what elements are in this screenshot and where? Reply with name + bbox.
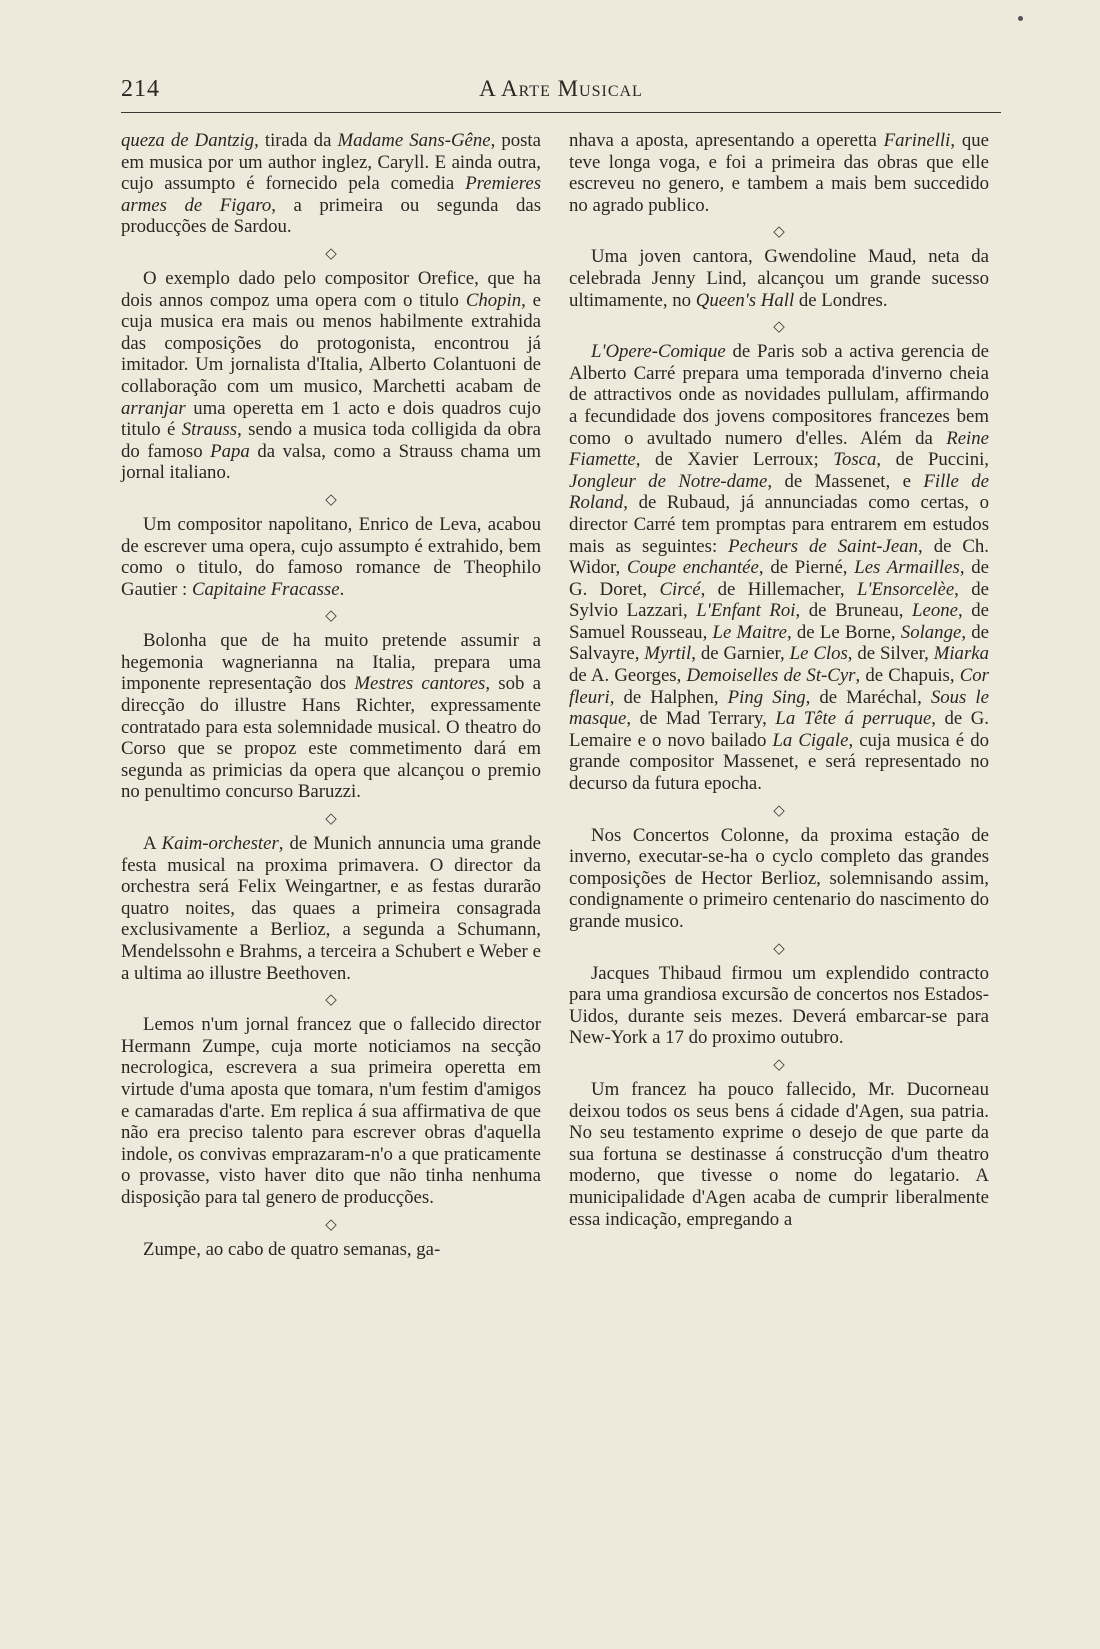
italic-title: La Cigale — [772, 729, 849, 751]
italic-title: Farinelli — [883, 130, 951, 151]
italic-title: Demoiselles de St-Cyr — [686, 665, 856, 687]
section-ornament-icon — [121, 811, 541, 827]
text-run: Zumpe, ao cabo de quatro semanas, ga- — [143, 1238, 441, 1260]
section-ornament-icon — [121, 992, 541, 1008]
text-run: , a primeira ou segunda das producções de Sardou. — [121, 194, 541, 238]
italic-title: Circé — [659, 578, 701, 600]
italic-title: Chopin — [465, 289, 522, 311]
text-run: uma operetta em 1 acto e dois quadros cujo titulo é — [121, 397, 541, 441]
text-run: de Londres. — [794, 289, 888, 311]
section-ornament-icon — [569, 319, 989, 335]
text-run: , de Chapuis, — [855, 665, 960, 687]
section-ornament-icon — [121, 246, 541, 262]
page-header — [121, 76, 1001, 110]
text-run: Jacques Thibaud firmou um explendido contracto para uma grandiosa excursão de concertos nos Estados-Uidos, durante seis mezes. Deverá embarcar-se para New-York a 17 do proximo outubro. — [569, 962, 989, 1049]
text-run: Nos Concertos Colonne, da proxima estação de inverno, executar-se-ha o cyclo completo das grandes composições de Hector Berlioz, solemnisando assim, condignamente o primeiro centenario do nascimento do grande musico. — [569, 824, 989, 932]
section-ornament-icon — [569, 1057, 989, 1073]
text-run: Lemos n'um jornal francez que o fallecido director Hermann Zumpe, cuja morte noticiamos na secção necrologica, escrevera a sua primeira operetta em virtude d'uma aposta que tomara, n'um festim d'amigos e camaradas d'arte. Em replica á sua affirmativa de que não era preciso talento para escrever obras d'aquella indole, os convivas emprazaram-n'o a que praticamente o provasse, visto haver dito que não tinha nenhuma disposição para tal genero de producções. — [121, 1014, 541, 1208]
italic-title: Madame Sans-Gêne — [337, 130, 491, 151]
text-run: , de Xavier Lerroux; — [635, 449, 834, 471]
text-run: , que teve longa voga, e foi a primeira das obras que elle escreveu no genero, e tambem a mais bem succedido no agrado publico. — [569, 130, 989, 216]
article-paragraph — [569, 825, 989, 933]
section-ornament-icon — [121, 1217, 541, 1233]
italic-title: L'Enfant Roi — [696, 600, 796, 622]
italic-title: Jongleur de Notre-dame — [569, 470, 768, 492]
article-paragraph — [121, 1014, 541, 1208]
italic-title: Miarka — [933, 643, 989, 665]
text-run: , de Bruneau, — [795, 600, 913, 622]
italic-title: Tosca — [833, 449, 877, 471]
text-run: , posta em musica por um author inglez, Caryll. E ainda outra, cujo assumpto é fornecido pela comedia — [121, 130, 541, 195]
text-run: . — [339, 578, 345, 600]
section-ornament-icon — [121, 608, 541, 624]
article-paragraph — [569, 963, 989, 1049]
running-title: A Arte Musical — [479, 76, 643, 101]
left-column — [121, 130, 541, 1260]
italic-title: Leone — [912, 600, 958, 622]
italic-title: Solange — [900, 621, 962, 643]
right-column — [569, 130, 989, 1230]
text-run: , de Massenet, e — [767, 470, 924, 492]
article-paragraph — [121, 630, 541, 803]
italic-title: Les Armailles — [854, 557, 960, 579]
italic-title: Myrtil — [644, 643, 692, 665]
italic-title: Pecheurs de Saint-Jean — [728, 535, 919, 557]
italic-title: Mestres cantores — [354, 673, 486, 695]
text-run: , de Puccini, — [876, 449, 990, 471]
italic-title: queza de Dantzig — [121, 130, 255, 151]
article-paragraph — [569, 1079, 989, 1230]
article-paragraph — [121, 833, 541, 984]
text-run: , de Maréchal, — [805, 686, 931, 708]
text-run: Uma joven cantora, Gwendoline Maud, neta da celebrada Jenny Lind, alcançou um grande sucesso ultimamente, no — [569, 246, 989, 311]
article-paragraph — [569, 246, 989, 311]
italic-title: Sous le masque — [569, 686, 989, 730]
text-run: , de Salvayre, — [569, 621, 989, 665]
article-paragraph — [121, 514, 541, 600]
section-ornament-icon — [569, 224, 989, 240]
text-run: A — [143, 833, 162, 855]
text-run: de Paris sob a activa gerencia de Alberto Carré prepara uma temporada d'inverno cheia de attractivos onde as novidades pullulam, affirmando a fecundidade dos jovens compositores francezes bem como o avultado numero d'elles. Além da — [569, 341, 989, 449]
italic-title: L'Opere-Comique — [591, 341, 726, 363]
text-run: , tirada da — [254, 130, 338, 151]
text-run: , de Munich annuncia uma grande festa musical na proxima primavera. O director da orchestra será Felix Weingartner, e as festas durarão quatro noites, das quaes a primeira consagrada exclusivamente a Berlioz, a segunda a Schumann, Mendelssohn e Brahms, a terceira a Schubert e Weber e a ultima ao illustre Beethoven. — [121, 833, 541, 984]
italic-title: Cor fleuri — [569, 665, 989, 708]
text-run: , de Samuel Rousseau, — [569, 600, 989, 643]
text-run: , sob a direcção do illustre Hans Richter, expressamente contratado para esta solemnidade musical. O theatro do Corso que se propoz este commetimento dará em segunda as primicias da opera que alcançou o premio no penultimo concurso Baruzzi. — [121, 673, 541, 803]
italic-title: Reine Fiamette — [569, 427, 989, 471]
article-paragraph — [569, 341, 989, 794]
italic-title: Premieres armes de Figaro — [121, 173, 541, 216]
text-run: da valsa, como a Strauss chama um jornal italiano. — [121, 440, 541, 484]
section-ornament-icon — [569, 941, 989, 957]
text-run: , de Rubaud, já annunciadas como certas, o director Carré tem promptas para entrarem em estudos mais as seguintes: — [569, 492, 989, 557]
text-run: nhava a aposta, apresentando a operetta — [569, 130, 884, 151]
page-number: 214 — [121, 76, 160, 102]
text-run: , de Sylvio Lazzari, — [569, 578, 989, 622]
text-run: O exemplo dado pelo compositor Orefice, que ha dois annos compoz uma opera com o titulo — [121, 267, 541, 311]
italic-title: Capitaine Fracasse — [191, 578, 340, 600]
text-run: , de Hillemacher, — [700, 578, 857, 600]
text-run: , sendo a musica toda colligida da obra do famoso — [121, 419, 541, 462]
article-paragraph — [121, 130, 541, 238]
italic-title: Kaim-orchester — [161, 833, 279, 855]
italic-title: La Tête á perruque — [775, 708, 932, 730]
italic-title: Le Clos — [789, 643, 848, 665]
text-run: de A. Georges, — [569, 665, 687, 687]
text-run: , de Mad Terrary, — [626, 708, 776, 730]
text-run: , de G. Lemaire e o novo bailado — [569, 708, 989, 751]
italic-title: Ping Sing — [727, 686, 806, 708]
header-rule — [121, 112, 1001, 113]
italic-title: Le Maitre — [712, 621, 787, 643]
text-run: Bolonha que de ha muito pretende assumir a hegemonia wagnerianna na Italia, prepara uma imponente representação dos — [121, 630, 541, 695]
text-run: , cuja musica é do grande compositor Massenet, e será representado no decurso da futura epocha. — [569, 729, 989, 795]
text-run: , de Pierné, — [758, 557, 855, 579]
article-paragraph — [121, 1239, 541, 1261]
italic-title: arranjar — [121, 397, 186, 419]
text-run: Um compositor napolitano, Enrico de Leva, acabou de escrever uma opera, cujo assumpto é extrahido, bem como o titulo, do famoso romance de Theophilo Gautier : — [121, 513, 541, 600]
text-run: , de Garnier, — [691, 643, 790, 665]
italic-title: Fille de Roland — [569, 470, 989, 514]
section-ornament-icon — [569, 803, 989, 819]
section-ornament-icon — [121, 492, 541, 508]
italic-title: Queen's Hall — [695, 289, 795, 311]
italic-title: L'Ensorcelèe — [856, 578, 955, 600]
text-run: , de Ch. Widor, — [569, 535, 990, 579]
text-run: , de Halphen, — [609, 686, 728, 708]
italic-title: Coupe enchantée — [626, 557, 759, 579]
text-run: , de Silver, — [847, 643, 934, 665]
text-run: Um francez ha pouco fallecido, Mr. Ducorneau deixou todos os seus bens á cidade d'Agen, sua patria. No seu testamento exprime o desejo de que parte da sua fortuna se destinasse á construcção d'um theatro moderno, que tivesse o nome do legatario. A municipalidade d'Agen acaba de cumprir liberalmente essa indicação, empregando a — [569, 1078, 989, 1230]
italic-title: Papa — [210, 440, 250, 462]
text-run: , e cuja musica era mais ou menos habilmente extrahida das composições do protogonista, encontrou já imitador. Um jornalista d'Italia, Alberto Colantuoni de collaboração com um musico, Marchetti acabam de — [121, 289, 542, 397]
article-paragraph — [569, 130, 989, 216]
article-paragraph — [121, 268, 541, 484]
text-run: , de Le Borne, — [786, 621, 901, 643]
ink-speck — [1018, 16, 1023, 21]
italic-title: Strauss — [181, 419, 238, 441]
text-run: , de G. Doret, — [569, 557, 989, 600]
